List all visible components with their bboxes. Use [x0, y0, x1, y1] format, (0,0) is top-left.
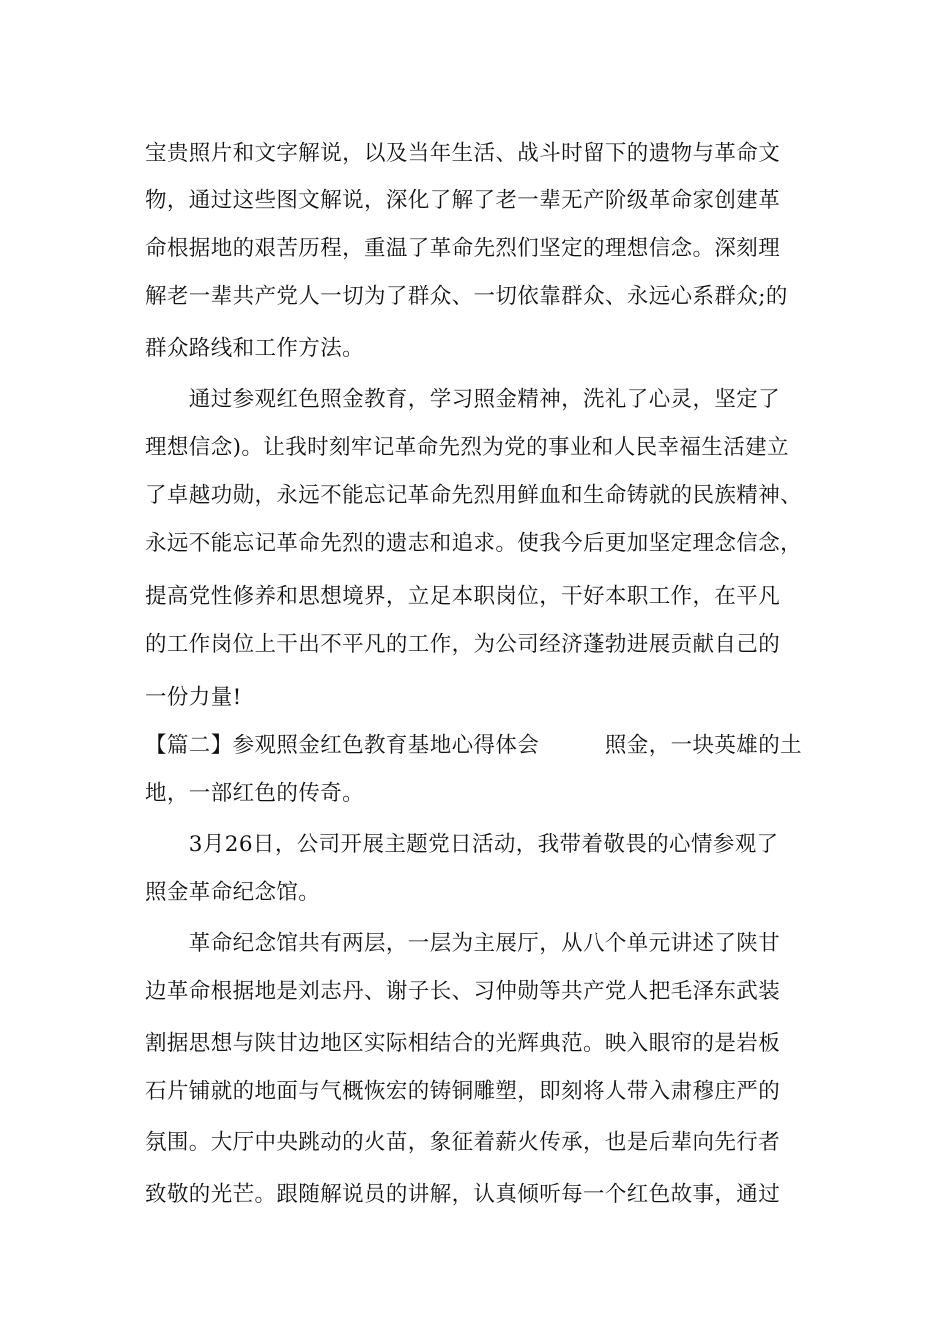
- text-line-1: 宝贵照片和文字解说，以及当年生活、战斗时留下的遗物与革命文: [145, 141, 781, 166]
- text-line-6: 通过参观红色照金教育，学习照金精神，洗礼了心灵，坚定了: [145, 387, 781, 412]
- text-line-19: 割据思想与陕甘边地区实际相结合的光辉典范。映入眼帘的是岩板: [145, 1031, 781, 1056]
- text-line-22: 致敬的光芒。跟随解说员的讲解，认真倾听每一个红色故事，通过: [145, 1182, 781, 1207]
- text-line-16: 照金革命纪念馆。: [145, 880, 321, 905]
- text-line-11: 的工作岗位上干出不平凡的工作，为公司经济蓬勃进展贡献自己的: [145, 632, 781, 657]
- text-line-2: 物，通过这些图文解说，深化了解了老一辈无产阶级革命家创建革: [145, 188, 781, 213]
- text-line-12: 一份力量!: [145, 685, 242, 710]
- text-line-20: 石片铺就的地面与气概恢宏的铸铜雕塑，即刻将人带入肃穆庄严的: [145, 1079, 781, 1104]
- text-line-18: 边革命根据地是刘志丹、谢子长、习仲勋等共产党人把毛泽东武装: [145, 979, 781, 1004]
- text-line-10: 提高党性修养和思想境界，立足本职岗位，干好本职工作，在平凡: [145, 584, 781, 609]
- text-line-8: 了卓越功勋，永远不能忘记革命先烈用鲜血和生命铸就的民族精神、: [145, 483, 803, 508]
- text-line-21: 氛围。大厅中央跳动的火苗，象征着薪火传承，也是后辈向先行者: [145, 1130, 781, 1155]
- text-line-15: 3月26日，公司开展主题党日活动，我带着敬畏的心情参观了: [145, 832, 779, 857]
- text-line-4: 解老一辈共产党人一切为了群众、一切依靠群众、永远心系群众;的: [145, 284, 788, 309]
- section-heading-line: 【篇二】参观照金红色教育基地心得体会 照金，一块英雄的土: [145, 733, 803, 758]
- text-line-9: 永远不能忘记革命先烈的遗志和追求。使我今后更加坚定理念信念，: [145, 531, 803, 556]
- text-line-14: 地，一部红色的传奇。: [145, 781, 365, 806]
- text-line-5: 群众路线和工作方法。: [145, 336, 365, 361]
- text-line-3: 命根据地的艰苦历程，重温了革命先烈们坚定的理想信念。深刻理: [145, 236, 781, 261]
- text-line-17: 革命纪念馆共有两层，一层为主展厅，从八个单元讲述了陕甘: [145, 931, 781, 956]
- text-line-7: 理想信念)。让我时刻牢记革命先烈为党的事业和人民幸福生活建立: [145, 435, 789, 460]
